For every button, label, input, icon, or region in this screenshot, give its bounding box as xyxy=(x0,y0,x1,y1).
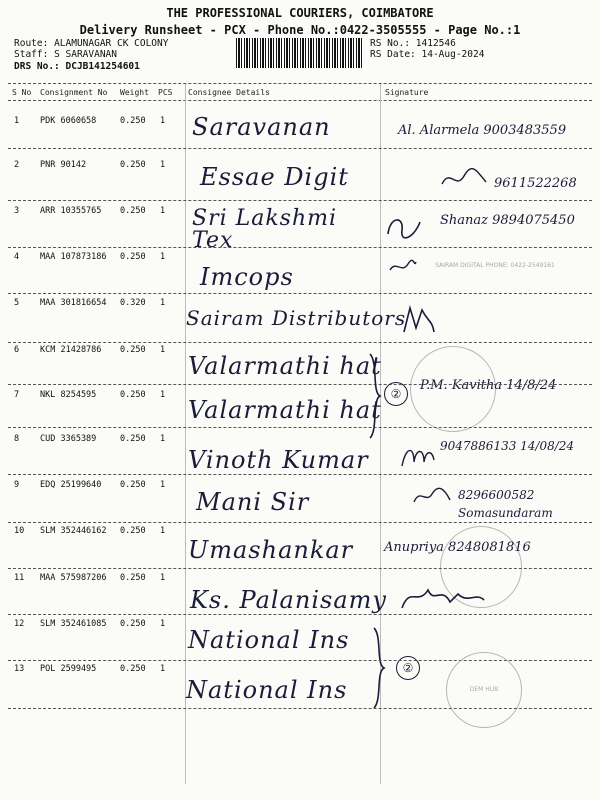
row-pcs: 1 xyxy=(160,526,166,536)
row-consignee: Ks. Palanisamy xyxy=(190,586,387,614)
runsheet-title: Delivery Runsheet - PCX - Phone No.:0422-3505555 - Page No.:1 xyxy=(79,23,521,37)
row-sno: 1 xyxy=(14,116,20,126)
signature-scribble xyxy=(398,582,488,612)
row-sno: 5 xyxy=(14,298,20,308)
row-divider xyxy=(8,522,592,523)
row-weight: 0.250 xyxy=(120,116,146,126)
row-pcs: 1 xyxy=(160,390,166,400)
row-pcs: 1 xyxy=(160,206,166,216)
rs-date-label: RS Date: xyxy=(370,49,416,60)
row-divider xyxy=(8,200,592,201)
row-consignment: KCM 21428786 xyxy=(40,345,102,355)
row-sno: 7 xyxy=(14,390,20,400)
row-weight: 0.250 xyxy=(120,434,146,444)
row-sno: 12 xyxy=(14,619,25,629)
row-consignment: POL 2599495 xyxy=(40,664,97,674)
row-sno: 2 xyxy=(14,160,20,170)
col-signature: Signature xyxy=(385,88,429,97)
brace-mark xyxy=(372,626,386,710)
row-consignee: Sri Lakshmi Tex xyxy=(192,206,338,253)
drs-line xyxy=(14,61,140,72)
signature-scribble xyxy=(412,486,452,508)
drs-label: DRS No.: xyxy=(14,61,60,72)
row-pcs: 1 xyxy=(160,664,166,674)
signature-scribble xyxy=(440,166,490,192)
row-consignee: Mani Sir xyxy=(196,488,310,516)
row-consignment: MAA 575987206 xyxy=(40,573,107,583)
signature-scribble xyxy=(398,302,438,338)
row-weight: 0.250 xyxy=(120,390,146,400)
row-signature: 9047886133 14/08/24 xyxy=(440,439,575,453)
row-signature: Al. Alarmela 9003483559 xyxy=(398,123,567,138)
staff-line xyxy=(14,49,117,60)
row-consignment: MAA 301816654 xyxy=(40,298,107,308)
row-divider xyxy=(8,342,592,343)
row-weight: 0.250 xyxy=(120,526,146,536)
row-consignee: National Ins xyxy=(186,676,348,704)
row-signature: 8296600582 Somasundaram xyxy=(458,488,553,520)
row-weight: 0.250 xyxy=(120,480,146,490)
row-weight: 0.250 xyxy=(120,345,146,355)
row-sno: 8 xyxy=(14,434,20,444)
staff-value: S SARAVANAN xyxy=(54,49,117,60)
row-divider xyxy=(8,148,592,149)
col-pcs: PCS xyxy=(158,88,173,97)
row-weight: 0.320 xyxy=(120,298,146,308)
row-consignee: Sairam Distributors xyxy=(186,306,407,330)
route-value: ALAMUNAGAR CK COLONY xyxy=(54,38,169,49)
row-pcs: 1 xyxy=(160,573,166,583)
row-sno: 13 xyxy=(14,664,25,674)
row-consignee: Valarmathi hat xyxy=(188,396,382,424)
row-divider xyxy=(8,293,592,294)
row-consignment: CUD 3365389 xyxy=(40,434,97,444)
row-consignment: SLM 352461085 xyxy=(40,619,107,629)
row-consignment: NKL 8254595 xyxy=(40,390,97,400)
row-weight: 0.250 xyxy=(120,619,146,629)
row-consignment: SLM 352446162 xyxy=(40,526,107,536)
row-pcs: 1 xyxy=(160,434,166,444)
row-consignee: National Ins xyxy=(188,626,350,654)
row-consignee: Umashankar xyxy=(188,536,354,564)
row-sno: 6 xyxy=(14,345,20,355)
row-consignment: MAA 107873186 xyxy=(40,252,107,262)
row-divider xyxy=(8,568,592,569)
row-pcs: 1 xyxy=(160,480,166,490)
row-weight: 0.250 xyxy=(120,206,146,216)
row-divider xyxy=(8,427,592,428)
row-consignment: PDK 6060658 xyxy=(40,116,97,126)
row-pcs: 1 xyxy=(160,345,166,355)
header-top-rule xyxy=(8,83,592,84)
row-pcs: 1 xyxy=(160,160,166,170)
stamp-dem-hub: DEM HUB xyxy=(446,652,522,728)
row-pcs: 1 xyxy=(160,298,166,308)
row-weight: 0.250 xyxy=(120,160,146,170)
row-signature: 9611522268 xyxy=(494,176,577,191)
row-divider xyxy=(8,614,592,615)
row-signature: Shanaz 9894075450 xyxy=(440,213,575,228)
row-weight: 0.250 xyxy=(120,664,146,674)
row-divider xyxy=(8,384,592,385)
row-consignee: Saravanan xyxy=(192,113,331,141)
row-sno: 4 xyxy=(14,252,20,262)
signature-scribble xyxy=(384,212,424,242)
signature-scribble xyxy=(388,258,418,276)
rs-no-label: RS No.: xyxy=(370,38,411,49)
circled-two-icon: ② xyxy=(384,382,408,406)
row-sno: 10 xyxy=(14,526,25,536)
row-consignee: Imcops xyxy=(200,263,294,291)
drs-value: DCJB141254601 xyxy=(65,61,140,72)
rs-no-line xyxy=(370,38,456,49)
circled-two-icon: ② xyxy=(396,656,420,680)
col-weight: Weight xyxy=(120,88,149,97)
signature-scribble xyxy=(398,442,438,472)
row-sno: 11 xyxy=(14,573,25,583)
stamp-sairam-digital: SAIRAM DIGITAL PHONE: 0422-2549161 xyxy=(435,262,555,269)
rs-date-value: 14-Aug-2024 xyxy=(421,49,485,60)
row-consignment: PNR 90142 xyxy=(40,160,87,170)
row-sno: 9 xyxy=(14,480,20,490)
row-sno: 3 xyxy=(14,206,20,216)
header-bottom-rule xyxy=(8,100,592,101)
row-pcs: 1 xyxy=(160,252,166,262)
row-divider xyxy=(8,708,592,709)
barcode-image xyxy=(236,38,363,68)
row-pcs: 1 xyxy=(160,619,166,629)
row-consignee: Valarmathi hat xyxy=(188,352,382,380)
route-line xyxy=(14,38,168,49)
row-pcs: 1 xyxy=(160,116,166,126)
row-consignment: ARR 10355765 xyxy=(40,206,102,216)
col-consignee: Consignee Details xyxy=(188,88,270,97)
row-consignment: EDQ 25199640 xyxy=(40,480,102,490)
company-title: THE PROFESSIONAL COURIERS, COIMBATORE xyxy=(166,6,434,20)
row-consignee: Vinoth Kumar xyxy=(188,446,369,474)
row-divider xyxy=(8,247,592,248)
row-consignee: Essae Digit xyxy=(200,163,349,191)
row-divider xyxy=(8,474,592,475)
col-sno: S No xyxy=(12,88,32,97)
col-consignment: Consignment No xyxy=(40,88,108,97)
route-label: Route: xyxy=(14,38,49,49)
staff-label: Staff: xyxy=(14,49,49,60)
row-weight: 0.250 xyxy=(120,252,146,262)
row-weight: 0.250 xyxy=(120,573,146,583)
rs-no-value: 1412546 xyxy=(415,38,456,49)
rs-date-line xyxy=(370,49,484,60)
row-signature: Anupriya 8248081816 xyxy=(384,540,531,555)
row-signature: P.M. Kavitha 14/8/24 xyxy=(420,378,557,393)
